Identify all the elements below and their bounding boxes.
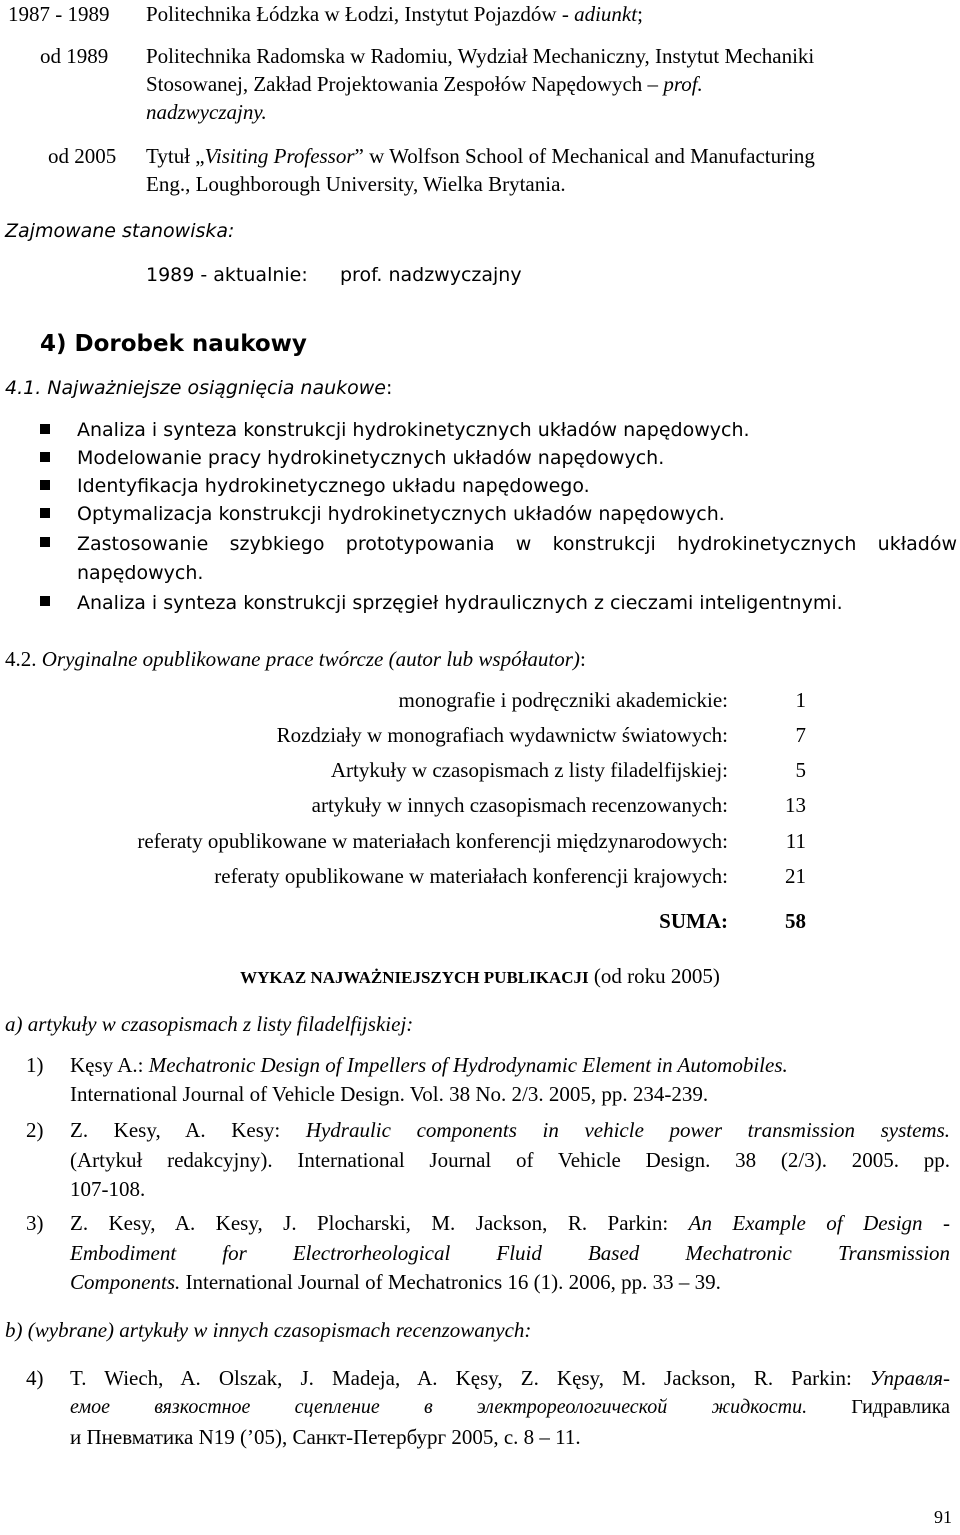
subsection-heading: 4.2. Oryginalne opublikowane prace twórcze (autor lub współautor):	[5, 647, 586, 671]
stat-label: artykuły w innych czasopismach recenzowanych:	[311, 793, 728, 817]
positions-heading: Zajmowane stanowiska:	[5, 220, 235, 242]
publication-text: Components. International Journal of Mechatronics 16 (1). 2006, pp. 33 – 39.	[70, 1270, 721, 1294]
publication-text: Kęsy A.: Mechatronic Design of Impellers of Hydrodynamic Element in Automobiles.	[70, 1053, 788, 1077]
publication-number: 2)	[26, 1118, 44, 1142]
stat-value: 7	[795, 723, 806, 747]
stat-value: 13	[785, 793, 806, 817]
career-years: od 1989	[40, 44, 109, 68]
section-heading: 4) Dorobek naukowy	[40, 331, 307, 357]
stat-value: 21	[785, 864, 806, 888]
stat-label: monografie i podręczniki akademickie:	[398, 688, 728, 712]
career-text: Stosowanej, Zakład Projektowania Zespołów Napędowych – prof.	[146, 72, 703, 96]
publication-text: и Пневматика N19 (’05), Санкт-Петербург 2005, с. 8 – 11.	[70, 1425, 581, 1449]
bullet-icon	[40, 596, 50, 606]
positions-period: 1989 - aktualnie:	[146, 264, 308, 286]
group-heading: a) artykuły w czasopismach z listy filadelfijskiej:	[5, 1012, 414, 1036]
publication-text: 107-108.	[70, 1177, 146, 1201]
stat-value: 5	[795, 758, 806, 782]
career-entry	[0, 0, 960, 30]
career-text: Politechnika Radomska w Radomiu, Wydział Mechaniczny, Instytut Mechaniki	[146, 44, 815, 68]
bullet-icon	[40, 424, 50, 434]
publication-number: 3)	[26, 1211, 44, 1235]
bullet-icon	[40, 480, 50, 490]
publication-text: Z. Kesy, A. Kesy, J. Plocharski, M. Jackson, R. Parkin: An Example of Design -	[70, 1211, 950, 1235]
sum-value: 58	[785, 909, 806, 933]
stat-label: Rozdziały w monografiach wydawnictw światowych:	[276, 723, 728, 747]
sum-label: SUMA:	[659, 909, 728, 933]
stat-value: 1	[795, 688, 806, 712]
bullet-icon	[40, 508, 50, 518]
stat-label: referaty opublikowane w materiałach konferencji krajowych:	[214, 864, 728, 888]
stat-value: 11	[785, 829, 806, 853]
career-text: Tytuł „Visiting Professor” w Wolfson School of Mechanical and Manufacturing	[146, 144, 815, 168]
publications-heading: WYKAZ NAJWAŻNIEJSZYCH PUBLIKACJI (od roku 2005)	[240, 964, 720, 988]
subsection-heading: 4.1. Najważniejsze osiągnięcia naukowe:	[5, 377, 393, 399]
list-item: Identyfikacja hydrokinetycznego układu napędowego.	[77, 475, 590, 497]
list-item: Modelowanie pracy hydrokinetycznych układów napędowych.	[77, 447, 665, 469]
stat-label: Artykuły w czasopismach z listy filadelfijskiej:	[330, 758, 728, 782]
group-heading: b) (wybrane) artykuły w innych czasopismach recenzowanych:	[5, 1318, 532, 1342]
list-item: Optymalizacja konstrukcji hydrokinetycznych układów napędowych.	[77, 503, 725, 525]
career-text: Politechnika Łódzka w Łodzi, Instytut Pojazdów - adiunkt;	[146, 2, 643, 26]
list-item: Analiza i synteza konstrukcji sprzęgieł hydraulicznych z cieczami inteligentnymi.	[77, 592, 843, 614]
bullet-icon	[40, 452, 50, 462]
stat-label: referaty opublikowane w materiałach konferencji międzynarodowych:	[137, 829, 728, 853]
publication-text: емое вязкостное сцепление в электрореологической жидкости. Гидравлика	[70, 1396, 951, 1418]
list-item: Zastosowanie szybkiego prototypowania w konstrukcji hydrokinetycznych układów	[77, 533, 957, 555]
publication-number: 4)	[26, 1366, 44, 1390]
list-item: Analiza i synteza konstrukcji hydrokinetycznych układów napędowych.	[77, 419, 750, 441]
list-item-continuation: napędowych.	[77, 562, 204, 584]
bullet-icon	[40, 537, 50, 547]
career-text: nadzwyczajny.	[146, 100, 267, 124]
publication-text: T. Wiech, A. Olszak, J. Madeja, A. Kęsy, Z. Kęsy, M. Jackson, R. Parkin: Управля-	[70, 1366, 950, 1390]
publication-number: 1)	[26, 1053, 44, 1077]
publication-text: International Journal of Vehicle Design. Vol. 38 No. 2/3. 2005, pp. 234-239.	[70, 1082, 709, 1106]
publication-text: Z. Kesy, A. Kesy: Hydraulic components in vehicle power transmission systems.	[70, 1118, 950, 1142]
career-years: 1987 - 1989	[8, 2, 110, 26]
publication-text: Embodiment for Electrorheological Fluid Based Mechatronic Transmission	[70, 1241, 950, 1265]
publication-text: (Artykuł redakcyjny). International Journal of Vehicle Design. 38 (2/3). 2005. pp.	[70, 1148, 950, 1172]
positions-title: prof. nadzwyczajny	[340, 264, 522, 286]
career-text: Eng., Loughborough University, Wielka Brytania.	[146, 172, 566, 196]
page-number: 91	[934, 1507, 952, 1527]
career-years: od 2005	[48, 144, 117, 168]
